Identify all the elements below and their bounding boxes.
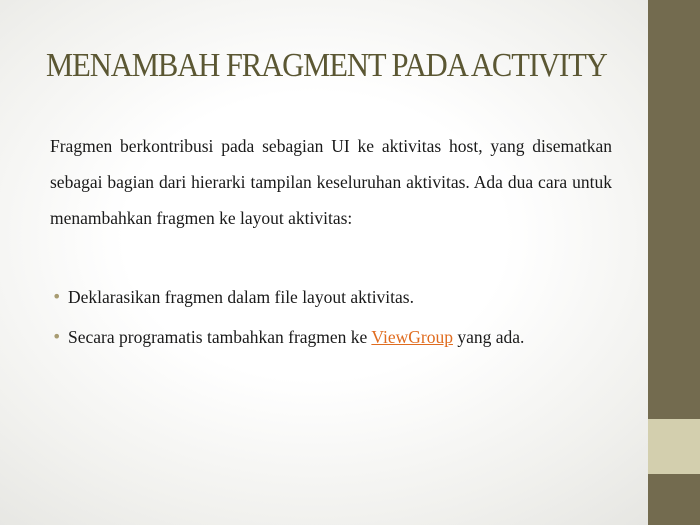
bullet-text-after: yang ada. [452,327,525,347]
bullet-text-before: Secara programatis tambahkan fragmen ke [68,327,372,347]
sidebar-accent-middle [648,419,700,474]
bullet-text: Deklarasikan fragmen dalam file layout aktivitas. [68,287,414,307]
bullet-list [50,280,620,360]
sidebar-accent-bottom [648,474,700,525]
intro-paragraph: Fragmen berkontribusi pada sebagian UI ke aktivitas host, yang disematkan sebagai bagian dari hierarki tampilan keseluruhan aktivitas. Ada dua cara untuk menambahkan fragmen ke layout aktivitas: [50,136,612,228]
sidebar-accent-top [648,0,700,419]
list-item [50,320,620,360]
slide-title: MENAMBAH FRAGMENT PADA ACTIVITY [46,47,607,84]
bullet-icon: • [52,287,62,306]
viewgroup-link[interactable]: ViewGroup [371,327,453,347]
bullet-icon: • [52,327,62,346]
list-item [50,280,620,320]
